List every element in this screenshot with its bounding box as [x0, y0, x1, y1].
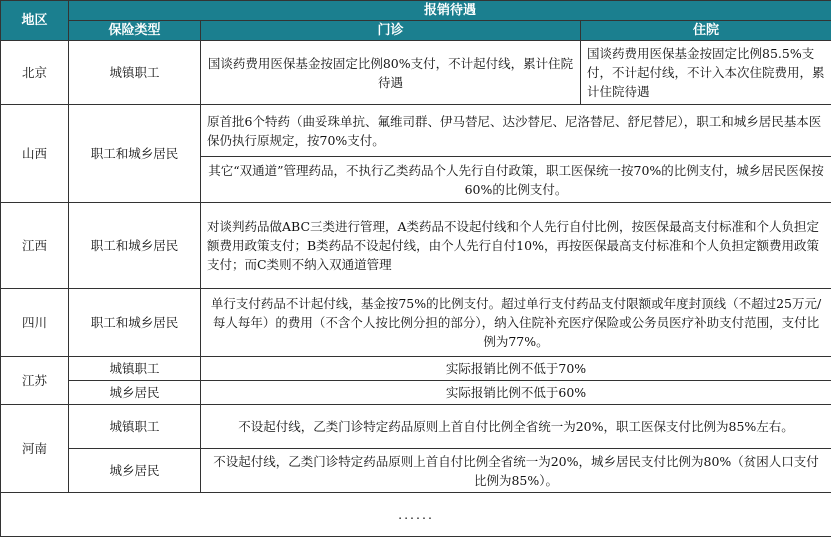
inpatient-cell: 国谈药费用医保基金按固定比例85.5%支付，不计起付线，不计入本次住院费用，累计住院待遇	[581, 41, 831, 105]
table-row	[1, 449, 831, 493]
table-row	[1, 105, 831, 157]
policy-text-cell: 不设起付线，乙类门诊特定药品原则上首自付比例全省统一为20%，城乡居民支付比例为80%（贫困人口支付比例为85%）。	[201, 449, 831, 493]
policy-text-cell: 实际报销比例不低于60%	[201, 381, 831, 405]
table-row	[1, 405, 831, 449]
header-inpatient: 住院	[581, 21, 831, 41]
outpatient-cell: 国谈药费用医保基金按固定比例80%支付，不计起付线，累计住院待遇	[201, 41, 581, 105]
region-cell: 河南	[1, 405, 69, 493]
table-row	[1, 41, 831, 105]
ellipsis-row: ......	[1, 493, 831, 537]
table-row	[1, 203, 831, 289]
insurance-type-cell: 城镇职工	[69, 405, 201, 449]
insurance-type-cell: 城乡居民	[69, 449, 201, 493]
table-row	[1, 493, 831, 537]
table-row	[1, 357, 831, 381]
insurance-type-cell: 城镇职工	[69, 41, 201, 105]
region-cell: 江西	[1, 203, 69, 289]
region-cell: 北京	[1, 41, 69, 105]
region-cell: 山西	[1, 105, 69, 203]
policy-text-cell: 其它“双通道”管理药品，不执行乙类药品个人先行自付政策，职工医保统一按70%的比例支付，城乡居民医保按60%的比例支付。	[201, 157, 831, 203]
header-outpatient: 门诊	[201, 21, 581, 41]
policy-text-cell: 单行支付药品不计起付线，基金按75%的比例支付。超过单行支付药品支付限额或年度封顶线（不超过25万元/每人每年）的费用（不含个人按比例分担的部分），纳入住院补充医疗保险或公务员医疗补助支付范围，支付比例为77%。	[201, 289, 831, 357]
policy-text-cell: 对谈判药品做ABC三类进行管理，A类药品不设起付线和个人先行自付比例，按医保最高支付标准和个人负担定额费用政策支付；B类药品不设起付线，由个人先行自付10%，再按医保最高支付标准和个人负担定额费用政策支付；而C类则不纳入双通道管理	[201, 203, 831, 289]
header-insurance-type: 保险类型	[69, 21, 201, 41]
policy-text-cell: 原首批6个特药（曲妥珠单抗、氟维司群、伊马替尼、达沙替尼、尼洛替尼、舒尼替尼），职工和城乡居民基本医保仍执行原规定，按70%支付。	[201, 105, 831, 157]
insurance-type-cell: 城乡居民	[69, 381, 201, 405]
policy-text-cell: 不设起付线，乙类门诊特定药品原则上首自付比例全省统一为20%，职工医保支付比例为85%左右。	[201, 405, 831, 449]
table-row	[1, 381, 831, 405]
table-row	[1, 289, 831, 357]
header-region: 地区	[1, 1, 69, 41]
insurance-type-cell: 职工和城乡居民	[69, 105, 201, 203]
policy-text-cell: 实际报销比例不低于70%	[201, 357, 831, 381]
region-cell: 四川	[1, 289, 69, 357]
insurance-type-cell: 城镇职工	[69, 357, 201, 381]
header-section: 报销待遇	[69, 1, 831, 21]
insurance-type-cell: 职工和城乡居民	[69, 203, 201, 289]
insurance-type-cell: 职工和城乡居民	[69, 289, 201, 357]
region-cell: 江苏	[1, 357, 69, 405]
